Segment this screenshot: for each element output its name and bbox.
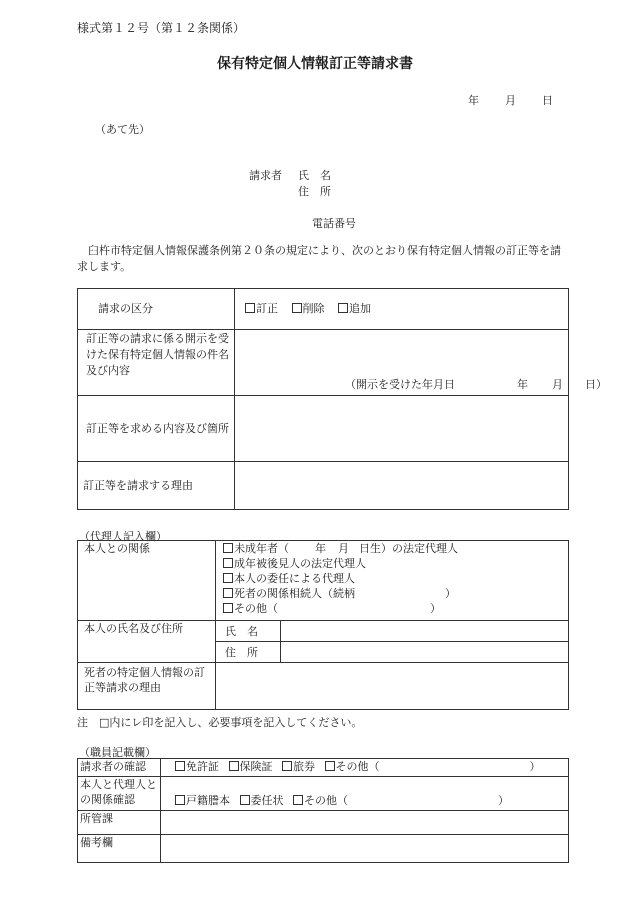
requester-address-label: 住 所 [298,185,331,198]
adult-guardian-text: 成年被後見人の法定代理人 [234,557,366,570]
checkbox-correction[interactable] [245,303,255,313]
relation-check-options [161,777,569,811]
disclosed-date-day: 日） [585,378,607,391]
checkbox-other-relation[interactable] [223,603,233,613]
department-label: 所管課 [78,811,161,835]
date-day-label: 日 [542,94,553,107]
relation-minor [223,541,568,556]
option-correction: 訂正 [256,302,278,315]
person-address-label: 住 所 [216,642,281,663]
content-label: 訂正等を求める内容及び箇所 [78,396,235,462]
minor-prefix: 未成年者（ [234,542,289,555]
intro-text: 臼杵市特定個人情報保護条例第２０条の規定により、次のとおり保有特定個人情報の訂正等を請求します。 [77,244,561,273]
deceased-prefix: 死者の関係相続人（続柄 [234,587,355,600]
checkbox-relation-other[interactable] [293,795,303,805]
category-options [235,289,569,330]
id-check-label: 請求者の確認 [78,759,161,777]
requester-phone-label: 電話番号 [312,217,356,230]
agent-section-heading: （代理人記入欄） [79,530,167,543]
disclosed-info-field[interactable] [235,330,607,396]
form-number: 様式第１２号（第１２条関係） [77,21,246,35]
relation-deceased [223,586,568,601]
id-option-passport: 旅券 [293,760,315,773]
checkbox-insurance[interactable] [229,761,239,771]
date-line [468,92,553,108]
staff-table [77,758,569,863]
checkbox-license[interactable] [175,761,185,771]
deceased-reason-field[interactable] [216,663,569,710]
person-address-field[interactable] [281,642,569,663]
staff-section-heading: （職員記載欄） [79,746,156,759]
id-option-license: 免許証 [186,760,219,773]
date-year-label: 年 [468,94,479,107]
id-option-close: ） [529,760,541,773]
option-deletion: 削除 [302,302,325,315]
relation-delegated [223,571,568,586]
page-title: 保有特定個人情報訂正等請求書 [217,56,413,72]
content-field[interactable] [235,396,569,462]
addressee: （あて先） [95,123,150,136]
checkbox-addition[interactable] [338,303,348,313]
checkbox-adult-guardian[interactable] [223,558,233,568]
requester-label: 請求者 [249,169,282,182]
checkbox-id-other[interactable] [325,761,335,771]
disclosed-date-month: 月 [552,378,563,391]
disclosed-date-label: （開示を受けた年月日 [345,378,455,391]
minor-month: 月 [338,542,349,555]
deceased-reason-label: 死者の特定個人情報の訂正等請求の理由 [78,663,216,710]
checkbox-minor[interactable] [223,543,233,553]
instruction-note: 注 □内にレ印を記入し、必要事項を記入してください。 [77,716,363,729]
checkbox-deceased[interactable] [223,588,233,598]
reason-label: 訂正等を請求する理由 [78,462,235,510]
checkbox-deletion[interactable] [292,303,302,313]
checkbox-power-of-attorney[interactable] [240,795,250,805]
person-name-label: 氏 名 [216,621,281,642]
id-option-insurance: 保険証 [239,760,273,773]
minor-suffix: 日生）の法定代理人 [359,542,458,555]
remarks-label: 備考欄 [78,835,161,863]
requester-name-label: 氏 名 [298,169,331,182]
checkbox-delegated[interactable] [223,573,233,583]
remarks-field[interactable] [161,835,569,863]
relation-option-power-of-attorney: 委任状 [250,794,284,807]
reason-field[interactable] [235,462,569,510]
minor-year: 年 [315,542,326,555]
disclosed-date-year: 年 [517,378,528,391]
relation-option-family-register: 戸籍謄本 [186,794,230,807]
request-table [77,288,607,510]
checkbox-family-register[interactable] [175,795,185,805]
person-label: 本人の氏名及び住所 [78,621,216,663]
disclosed-info-label: 訂正等の請求に係る開示を受けた保有特定個人情報の件名及び内容 [78,330,235,396]
date-month-label: 月 [505,94,516,107]
department-field[interactable] [161,811,569,835]
other-relation-suffix: ） [430,602,441,615]
category-label: 請求の区分 [78,289,235,330]
agent-relation-label: 本人との関係 [78,541,216,621]
relation-check-label: 本人と代理人との関係確認 [78,777,161,811]
id-check-options [161,759,569,777]
relation-adult-guardian [223,556,568,571]
delegated-text: 本人の委任による代理人 [234,572,355,585]
agent-table [77,540,569,710]
relation-option-other: その他（ [304,794,348,807]
deceased-suffix: ） [445,587,456,600]
agent-relation-options [216,541,569,621]
relation-other [223,601,568,616]
checkbox-passport[interactable] [282,761,292,771]
disclosed-date [345,377,607,393]
person-name-field[interactable] [281,621,569,642]
other-relation-prefix: その他（ [234,602,278,615]
option-addition: 追加 [349,302,371,315]
id-option-other: その他（ [335,760,380,773]
relation-option-close: ） [498,794,509,807]
